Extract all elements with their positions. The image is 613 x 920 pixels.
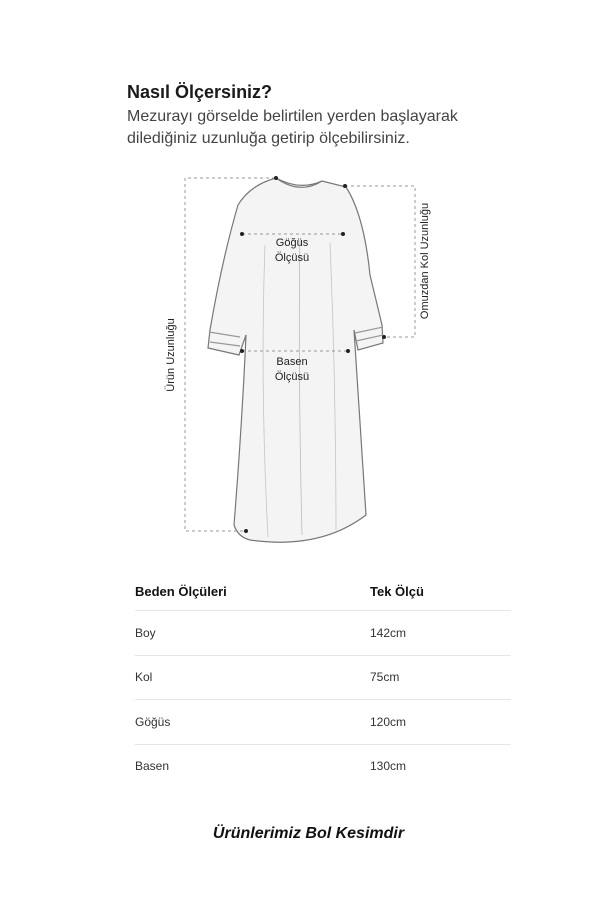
table-header-row (135, 572, 511, 611)
page-title: Nasıl Ölçersiniz? (127, 82, 273, 102)
page-subtitle: Mezurayı görselde belirtilen yerden başlayarak dilediğiniz uzunluğa getirip ölçebilirsiniz. (127, 108, 458, 147)
table-cell-value: 130cm (370, 759, 407, 774)
table-header-size: Beden Ölçüleri (135, 583, 227, 599)
table-cell-label: Kol (135, 670, 153, 685)
table-row (135, 656, 511, 701)
table-cell-value: 75cm (370, 670, 400, 685)
table-row (135, 611, 511, 656)
hip-label-line1: Basen (276, 356, 308, 368)
table-cell-label: Göğüs (135, 714, 171, 729)
chest-label-line1: Göğüs (275, 237, 309, 249)
table-cell-value: 120cm (370, 714, 407, 729)
chest-label-line2: Ölçüsü (274, 252, 310, 264)
table-header-value: Tek Ölçü (370, 583, 424, 599)
table-cell-value: 142cm (370, 625, 407, 640)
length-label: Ürün Uzunluğu (165, 318, 177, 392)
fit-note: Ürünlerimiz Bol Kesimdir (212, 825, 405, 842)
table-row (135, 745, 511, 789)
dress-measurement-illustration (150, 165, 450, 555)
table-cell-label: Basen (135, 759, 170, 774)
size-table (135, 572, 511, 788)
hip-label-line2: Ölçüsü (274, 371, 310, 383)
table-cell-label: Boy (135, 625, 156, 640)
table-row (135, 700, 511, 745)
sleeve-label: Omuzdan Kol Uzunluğu (419, 202, 431, 320)
